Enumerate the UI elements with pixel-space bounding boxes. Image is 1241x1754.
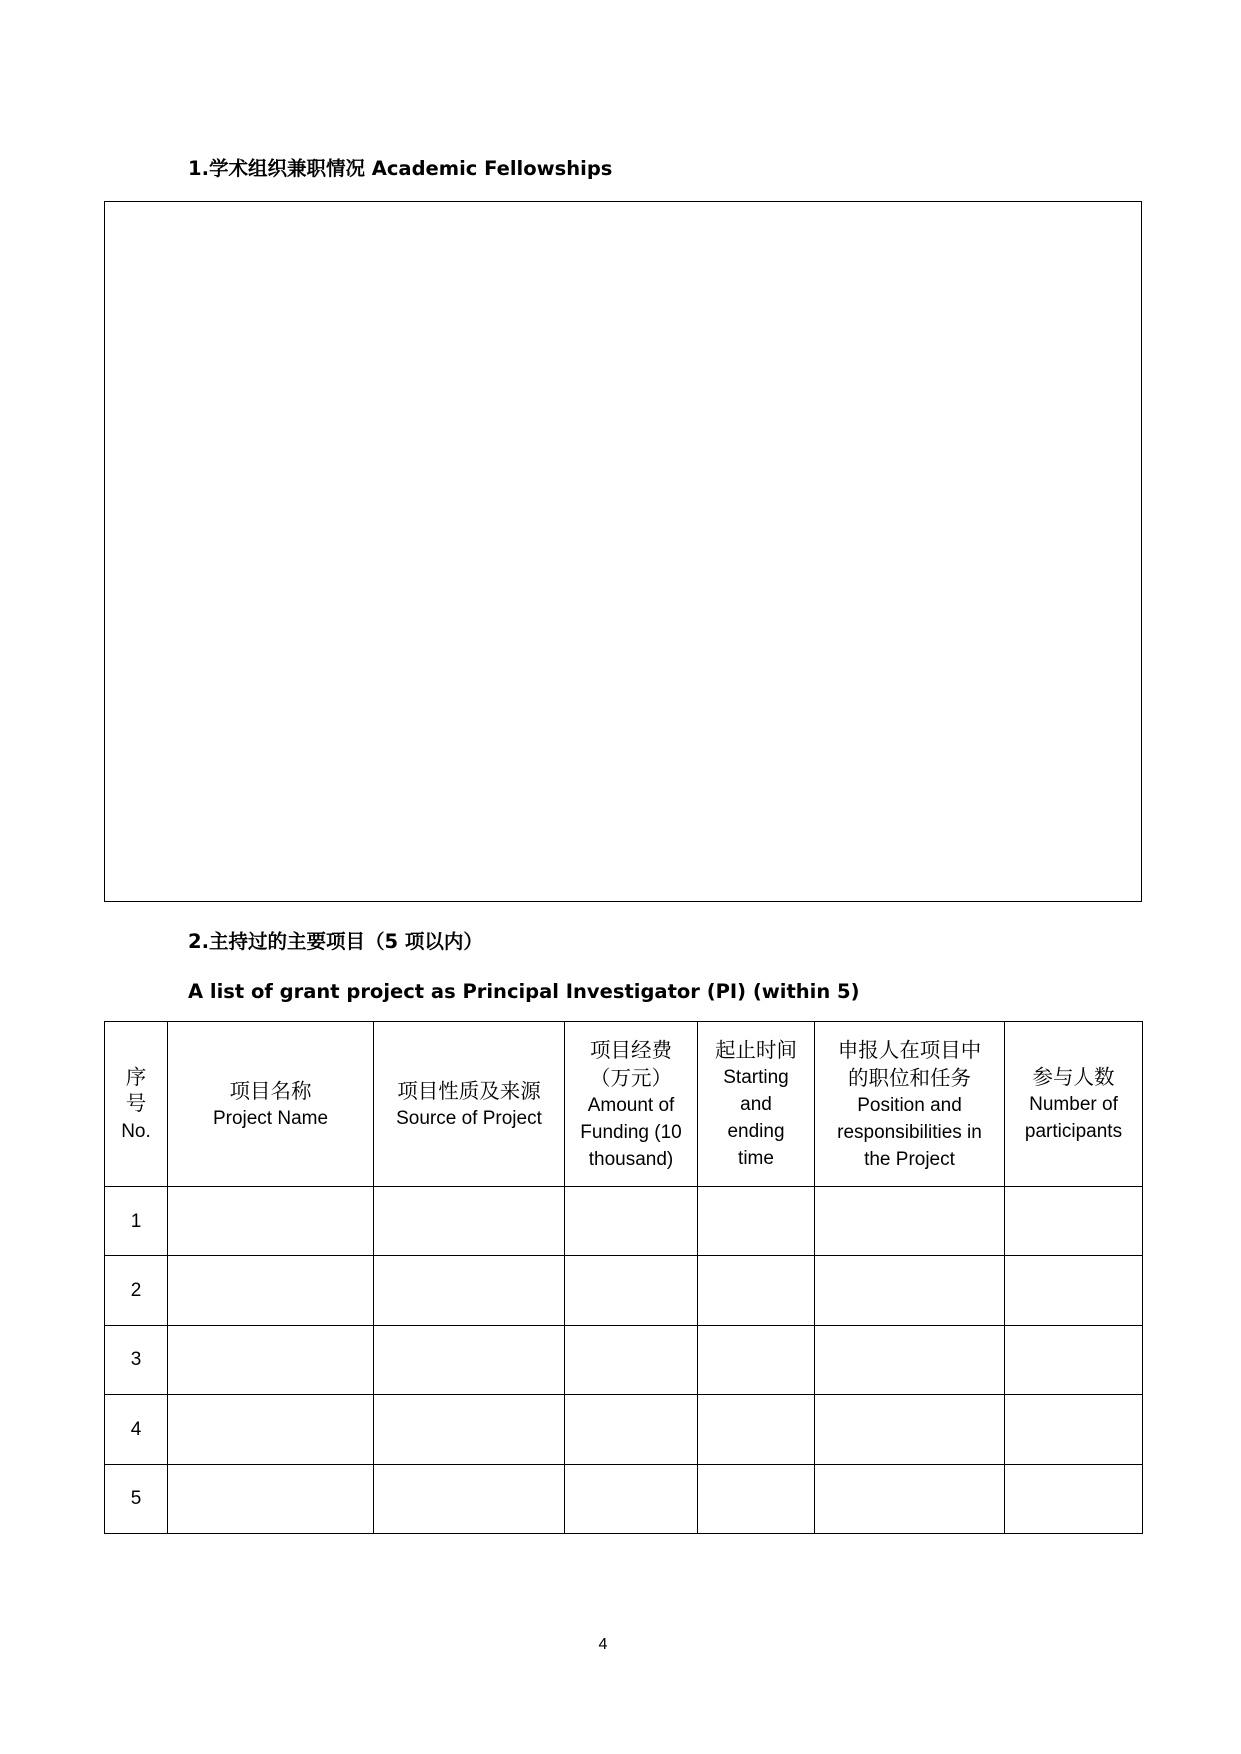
header-source-en: Source of Project	[396, 1107, 542, 1129]
header-participants	[1005, 1022, 1143, 1187]
funding-cell[interactable]	[565, 1187, 698, 1256]
table-row	[105, 1187, 1143, 1256]
project-name-cell[interactable]	[168, 1256, 374, 1325]
project-name-cell[interactable]	[168, 1187, 374, 1256]
header-source-zh: 项目性质及来源	[397, 1078, 541, 1103]
participants-cell[interactable]	[1005, 1464, 1143, 1533]
participants-cell[interactable]	[1005, 1256, 1143, 1325]
academic-fellowships-box[interactable]	[104, 201, 1142, 902]
row-number: 2	[105, 1256, 168, 1325]
time-cell[interactable]	[698, 1256, 815, 1325]
header-time	[698, 1022, 815, 1187]
header-time-zh: 起止时间	[715, 1038, 797, 1062]
time-cell[interactable]	[698, 1187, 815, 1256]
source-cell[interactable]	[374, 1395, 565, 1464]
participants-cell[interactable]	[1005, 1325, 1143, 1394]
grant-projects-table	[104, 1021, 1143, 1534]
section2-title-en: A list of grant project as Principal Investigator (PI) (within 5)	[188, 980, 860, 1003]
position-cell[interactable]	[815, 1256, 1005, 1325]
table-row	[105, 1464, 1143, 1533]
table-row	[105, 1325, 1143, 1394]
header-project-name	[168, 1022, 374, 1187]
header-no-zh: 序号	[125, 1064, 147, 1115]
participants-cell[interactable]	[1005, 1395, 1143, 1464]
source-cell[interactable]	[374, 1464, 565, 1533]
source-cell[interactable]	[374, 1256, 565, 1325]
project-name-cell[interactable]	[168, 1395, 374, 1464]
source-cell[interactable]	[374, 1325, 565, 1394]
header-time-en: Starting and ending time	[723, 1067, 789, 1169]
section2-title-zh: 2.主持过的主要项目（5 项以内）	[188, 930, 483, 953]
header-participants-en: Number of participants	[1024, 1094, 1123, 1142]
header-project-name-zh: 项目名称	[229, 1078, 312, 1103]
header-funding-zh: 项目经费（万元）	[590, 1037, 672, 1090]
funding-cell[interactable]	[565, 1464, 698, 1533]
position-cell[interactable]	[815, 1395, 1005, 1464]
position-cell[interactable]	[815, 1325, 1005, 1394]
project-name-cell[interactable]	[168, 1464, 374, 1533]
time-cell[interactable]	[698, 1325, 815, 1394]
position-cell[interactable]	[815, 1187, 1005, 1256]
participants-cell[interactable]	[1005, 1187, 1143, 1256]
time-cell[interactable]	[698, 1395, 815, 1464]
table-row	[105, 1256, 1143, 1325]
funding-cell[interactable]	[565, 1395, 698, 1464]
funding-cell[interactable]	[565, 1256, 698, 1325]
header-funding	[565, 1022, 698, 1187]
header-position	[815, 1022, 1005, 1187]
header-no	[105, 1022, 168, 1187]
row-number: 4	[105, 1395, 168, 1464]
section1-title: 1.学术组织兼职情况 Academic Fellowships	[188, 157, 613, 180]
row-number: 3	[105, 1325, 168, 1394]
table-row	[105, 1395, 1143, 1464]
header-source	[374, 1022, 565, 1187]
row-number: 5	[105, 1464, 168, 1533]
row-number: 1	[105, 1187, 168, 1256]
project-name-cell[interactable]	[168, 1325, 374, 1394]
header-participants-zh: 参与人数	[1032, 1065, 1115, 1089]
page-number: 4	[598, 1636, 608, 1653]
header-position-zh: 申报人在项目中的职位和任务	[837, 1037, 982, 1090]
header-position-en: Position and responsibilities in the Project	[837, 1094, 982, 1170]
header-funding-en: Amount of Funding (10 thousand)	[580, 1094, 682, 1170]
header-project-name-en: Project Name	[212, 1107, 329, 1129]
header-no-en: No.	[121, 1120, 151, 1142]
position-cell[interactable]	[815, 1464, 1005, 1533]
funding-cell[interactable]	[565, 1325, 698, 1394]
time-cell[interactable]	[698, 1464, 815, 1533]
source-cell[interactable]	[374, 1187, 565, 1256]
table-header-row	[105, 1022, 1143, 1187]
